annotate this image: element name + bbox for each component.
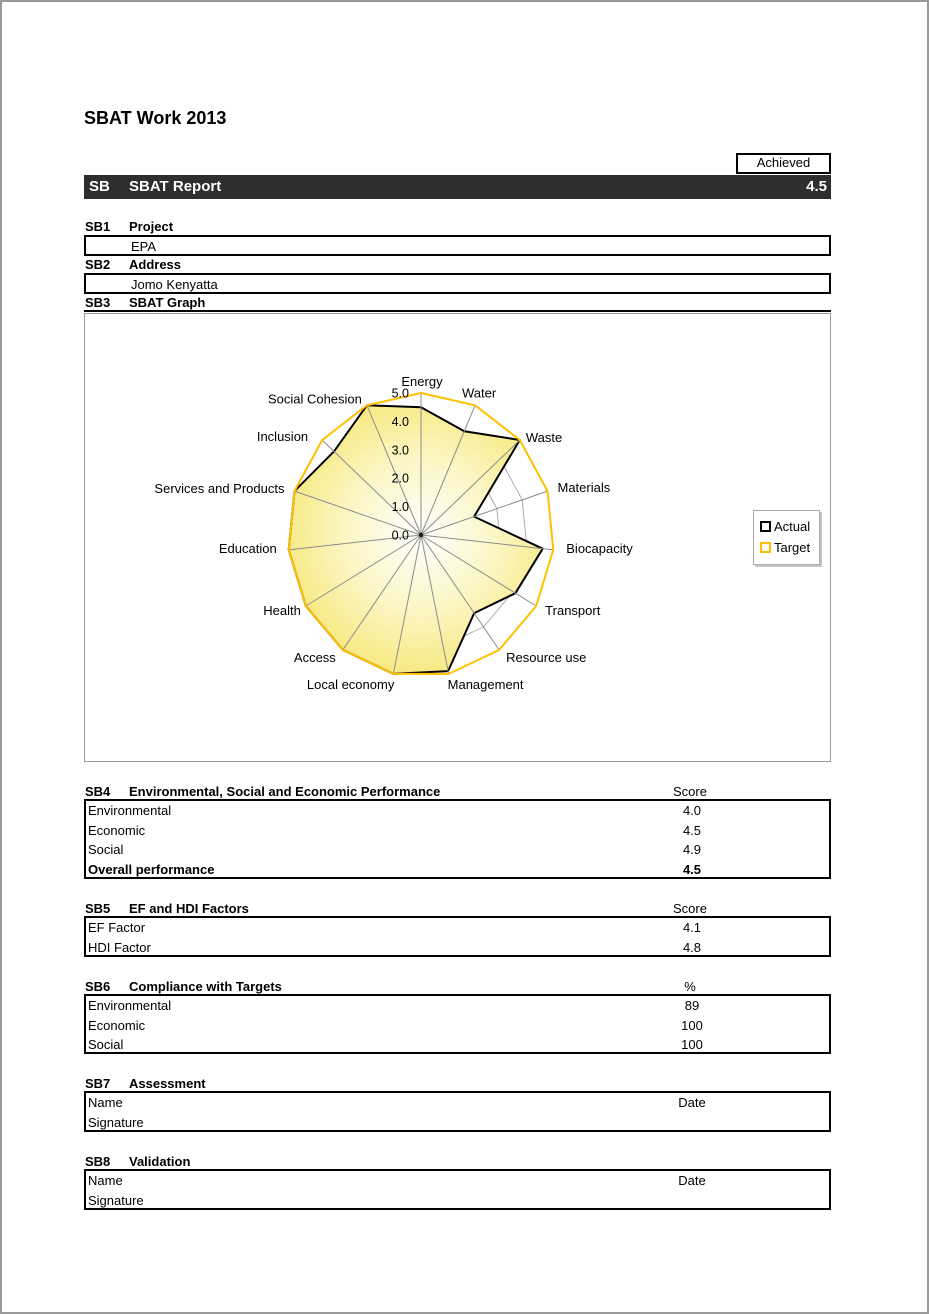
chart-legend (753, 510, 820, 565)
section-header-sb1 (84, 219, 831, 234)
table-row (86, 938, 829, 958)
report-code: SB (89, 178, 110, 195)
sbat-graph-container (84, 313, 831, 762)
svg-text:Water: Water (461, 385, 497, 401)
row-label: Environmental (88, 998, 172, 1013)
page-title: SBAT Work 2013 (84, 108, 227, 128)
validation-box[interactable] (84, 1169, 831, 1210)
achieved-label: Achieved (756, 155, 811, 170)
signature-label: Signature (88, 1114, 144, 1130)
section-code: SB2 (85, 257, 111, 272)
row-label: Environmental (88, 803, 172, 818)
row-value: 4.9 (682, 842, 702, 857)
row-label: Overall performance (88, 861, 215, 877)
name-date-row[interactable] (86, 1093, 829, 1113)
name-date-row[interactable] (86, 1171, 829, 1191)
report-achieved-score: 4.5 (806, 178, 827, 195)
percent-column-header: % (684, 979, 696, 994)
svg-text:Inclusion: Inclusion (256, 428, 309, 444)
signature-label: Signature (88, 1192, 144, 1208)
radar-chart (85, 314, 830, 761)
score-column-header: Score (673, 784, 707, 799)
row-label: HDI Factor (88, 939, 151, 955)
score-column-header: Score (673, 901, 707, 916)
address-field[interactable] (84, 273, 831, 294)
section-header-sb5 (84, 901, 831, 916)
legend-item-actual (760, 519, 810, 534)
section-title: EF and HDI Factors (129, 901, 249, 916)
row-value: 4.0 (682, 803, 702, 818)
svg-text:Access: Access (293, 649, 336, 665)
address-value[interactable]: Jomo Kenyatta (131, 277, 218, 292)
row-value: 4.5 (682, 822, 702, 838)
svg-text:Local economy: Local economy (306, 676, 395, 692)
section-title: SBAT Graph (129, 295, 206, 310)
factors-table (84, 916, 831, 957)
legend-item-target (760, 540, 810, 555)
row-value: 4.8 (682, 939, 702, 955)
section-title: Compliance with Targets (129, 979, 282, 994)
date-label: Date (678, 1095, 706, 1110)
section-code: SB1 (85, 219, 111, 234)
table-row (86, 996, 829, 1016)
section-code: SB3 (85, 295, 111, 310)
section-title: Environmental, Social and Economic Performance (129, 784, 441, 799)
svg-text:0.0: 0.0 (391, 528, 409, 543)
section-header-sb8 (84, 1154, 831, 1169)
date-label: Date (678, 1173, 706, 1188)
row-value: 4.5 (682, 861, 702, 877)
row-label: Economic (88, 822, 146, 838)
signature-row[interactable] (86, 1113, 829, 1133)
section-code: SB6 (85, 979, 111, 994)
svg-text:Management: Management (447, 676, 524, 692)
actual-series-key-icon (760, 521, 771, 532)
report-header-bar (84, 175, 831, 199)
table-row (86, 801, 829, 821)
svg-text:Transport: Transport (545, 603, 601, 618)
report-title: SBAT Report (129, 178, 222, 195)
svg-text:Waste: Waste (525, 429, 563, 445)
row-value: 4.1 (682, 920, 702, 935)
row-label: Social (88, 842, 124, 857)
svg-text:1.0: 1.0 (391, 500, 409, 515)
row-label: Economic (88, 1017, 146, 1033)
table-row-overall (86, 860, 829, 880)
row-value: 100 (681, 1017, 703, 1033)
section-title: Address (129, 257, 182, 272)
table-row (86, 1016, 829, 1036)
performance-table (84, 799, 831, 879)
assessment-box[interactable] (84, 1091, 831, 1132)
svg-text:3.0: 3.0 (391, 443, 409, 458)
section-code: SB5 (85, 901, 111, 916)
svg-text:Health: Health (263, 603, 301, 618)
compliance-table (84, 994, 831, 1054)
section-title: Project (129, 219, 174, 234)
table-row (86, 1035, 829, 1055)
row-label: Social (88, 1037, 124, 1052)
section-code: SB4 (85, 784, 111, 799)
name-label: Name (88, 1095, 123, 1110)
svg-text:Materials: Materials (557, 480, 611, 496)
svg-text:Energy: Energy (401, 374, 443, 389)
table-row (86, 821, 829, 841)
section-header-sb2 (84, 257, 831, 272)
svg-text:Biocapacity: Biocapacity (566, 540, 633, 556)
achieved-badge (736, 153, 831, 174)
svg-text:Social Cohesion: Social Cohesion (267, 391, 362, 407)
section-header-sb6 (84, 979, 831, 994)
row-label: EF Factor (88, 920, 146, 935)
svg-text:4.0: 4.0 (391, 414, 409, 429)
svg-text:2.0: 2.0 (391, 471, 409, 486)
row-value: 100 (681, 1037, 703, 1052)
section-title: Assessment (129, 1076, 206, 1091)
section-header-sb3 (84, 295, 831, 312)
row-value: 89 (684, 998, 700, 1013)
signature-row[interactable] (86, 1191, 829, 1211)
svg-text:Resource use: Resource use (506, 649, 587, 665)
project-value[interactable]: EPA (131, 239, 157, 254)
svg-text:5.0: 5.0 (391, 386, 409, 401)
section-title: Validation (129, 1154, 191, 1169)
legend-label: Actual (774, 519, 811, 534)
legend-label: Target (774, 540, 811, 555)
section-code: SB8 (85, 1154, 111, 1169)
table-row (86, 840, 829, 860)
project-field[interactable] (84, 235, 831, 256)
svg-text:Education: Education (218, 540, 277, 556)
target-series-key-icon (760, 542, 771, 553)
svg-text:Services and Products: Services and Products (154, 481, 285, 497)
section-header-sb7 (84, 1076, 831, 1091)
section-header-sb4 (84, 784, 831, 799)
section-code: SB7 (85, 1076, 111, 1091)
table-row (86, 918, 829, 938)
name-label: Name (88, 1173, 123, 1188)
